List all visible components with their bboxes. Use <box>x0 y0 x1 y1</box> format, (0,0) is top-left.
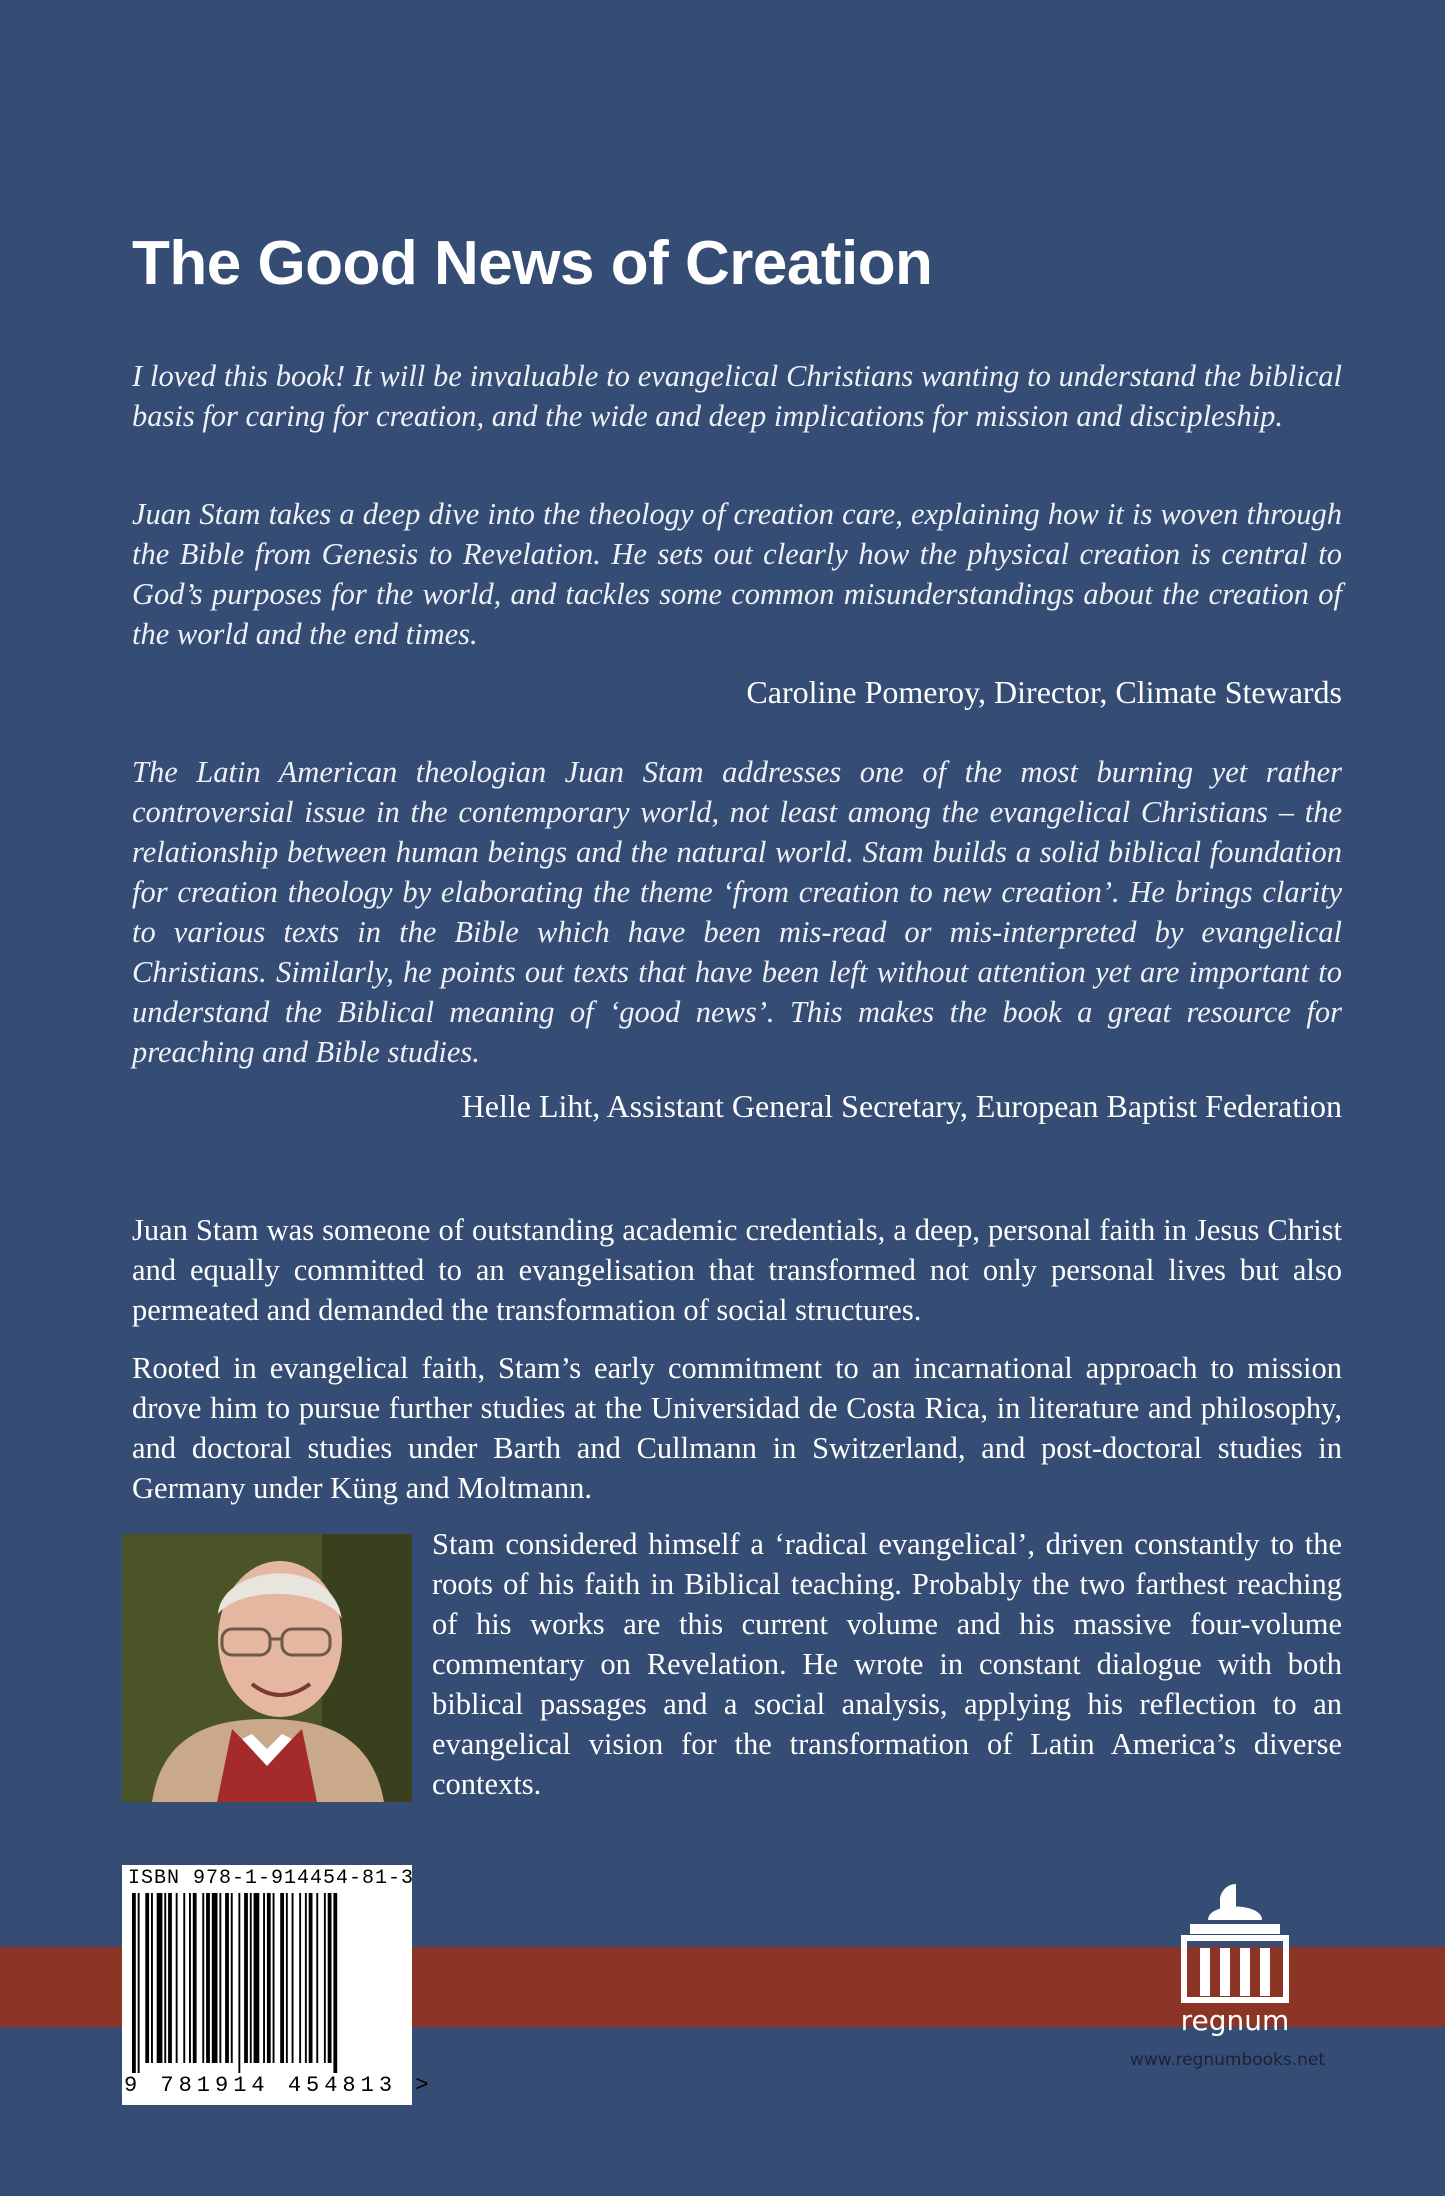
barcode-bar <box>225 1893 229 2063</box>
barcode-bar <box>292 1893 294 2063</box>
barcode-bar <box>231 1893 233 2063</box>
isbn-barcode <box>122 1865 434 2105</box>
author-bio-paragraph-2: Rooted in evangelical faith, Stam’s early commitment to an incarnational approach to mission drove him to pursue further studies at the Universidad de Costa Rica, in literature and philosophy, and doctoral studies under Barth and Cullmann in Switzerland, and post-doctoral studies in Germany under Küng and Moltmann. <box>132 1351 1342 1505</box>
barcode-bar <box>193 1893 197 2063</box>
endorsement-2-paragraph-1: The Latin American theologian Juan Stam addresses one of the most burning yet rather controversial issue in the contemporary world, not least among the evangelical Christians – the relationship between human beings and the natural world. Stam builds a solid biblical foundation for creation theology by elaborating the theme ‘from creation to new creation’. He brings clarity to various texts in the Bible which have been mis-read or mis-interpreted by evangelical Christians. Similarly, he points out texts that have been left without attention yet are important to understand the Biblical meaning of ‘good news’. This makes the book a great resource for preaching and Bible studies. <box>132 755 1342 1069</box>
barcode-bar <box>145 1893 149 2063</box>
barcode-bars <box>132 1893 407 2073</box>
barcode-bar <box>206 1893 210 2063</box>
barcode-bar <box>151 1893 153 2063</box>
isbn-label: ISBN 978-1-914454-81-3 <box>128 1867 415 1890</box>
barcode-bar <box>138 1893 140 2073</box>
barcode-bar <box>328 1893 332 2063</box>
barcode-bar <box>299 1893 301 2063</box>
publisher-name: regnum <box>1180 2004 1290 2037</box>
barcode-bar <box>176 1893 178 2063</box>
endorsement-1-paragraph-2: Juan Stam takes a deep dive into the theology of creation care, explaining how it is woven through the Bible from Genesis to Revelation. He sets out clearly how the physical creation is central to God’s purposes for the world, and tackles some common misunderstandings about the creation of the world and the end times. <box>132 497 1342 651</box>
barcode-bar <box>219 1893 221 2063</box>
barcode-bar <box>254 1893 260 2063</box>
barcode-bar <box>309 1893 313 2063</box>
barcode-bar <box>305 1893 307 2063</box>
book-title: The Good News of Creation <box>132 229 933 298</box>
barcode-digits: 9 781914 454813 > <box>124 2073 434 2098</box>
barcode-bar <box>250 1893 252 2063</box>
barcode-bar <box>280 1893 284 2063</box>
barcode-bar <box>273 1893 275 2063</box>
barcode-bar <box>267 1893 271 2063</box>
barcode-bar <box>244 1893 248 2063</box>
barcode-bar <box>157 1893 163 2063</box>
barcode-bar <box>316 1893 318 2063</box>
barcode-bar <box>238 1893 240 2073</box>
endorsement-1-paragraph-1: I loved this book! It will be invaluable to evangelical Christians wanting to understand the biblical basis for caring for creation, and the wide and deep implications for mission and discipleship. <box>132 359 1342 433</box>
barcode-bar <box>263 1893 265 2063</box>
barcode-bar <box>212 1893 218 2063</box>
barcode-bar <box>132 1893 136 2073</box>
barcode-bar <box>183 1893 185 2063</box>
publisher-website: www.regnumbooks.net <box>1129 2050 1326 2070</box>
author-photo <box>122 1534 412 1802</box>
endorsement-1-attribution: Caroline Pomeroy, Director, Climate Stewards <box>746 674 1342 710</box>
author-bio-paragraph-3: Stam considered himself a ‘radical evangelical’, driven constantly to the roots of his faith in Biblical teaching. Probably the two farthest reaching of his works are this current volume and his massive four-volume commentary on Revelation. He wrote in constant dialogue with both biblical passages and a social analysis, applying his reflection to an evangelical vision for the transformation of Latin America’s diverse contexts. <box>432 1527 1342 1801</box>
endorsement-2-attribution: Helle Liht, Assistant General Secretary, European Baptist Federation <box>461 1088 1342 1124</box>
barcode-bar <box>333 1893 337 2073</box>
barcode-bar <box>168 1893 172 2063</box>
barcode-bar <box>324 1893 326 2063</box>
barcode-bar <box>164 1893 166 2063</box>
barcode-bar <box>202 1893 204 2063</box>
author-bio-paragraph-1: Juan Stam was someone of outstanding academic credentials, a deep, personal faith in Jesus Christ and equally committed to an evangelisation that transformed not only personal lives but also permeated and demanded the transformation of social structures. <box>132 1213 1342 1327</box>
barcode-bar <box>286 1893 288 2063</box>
barcode-bar <box>189 1893 191 2063</box>
